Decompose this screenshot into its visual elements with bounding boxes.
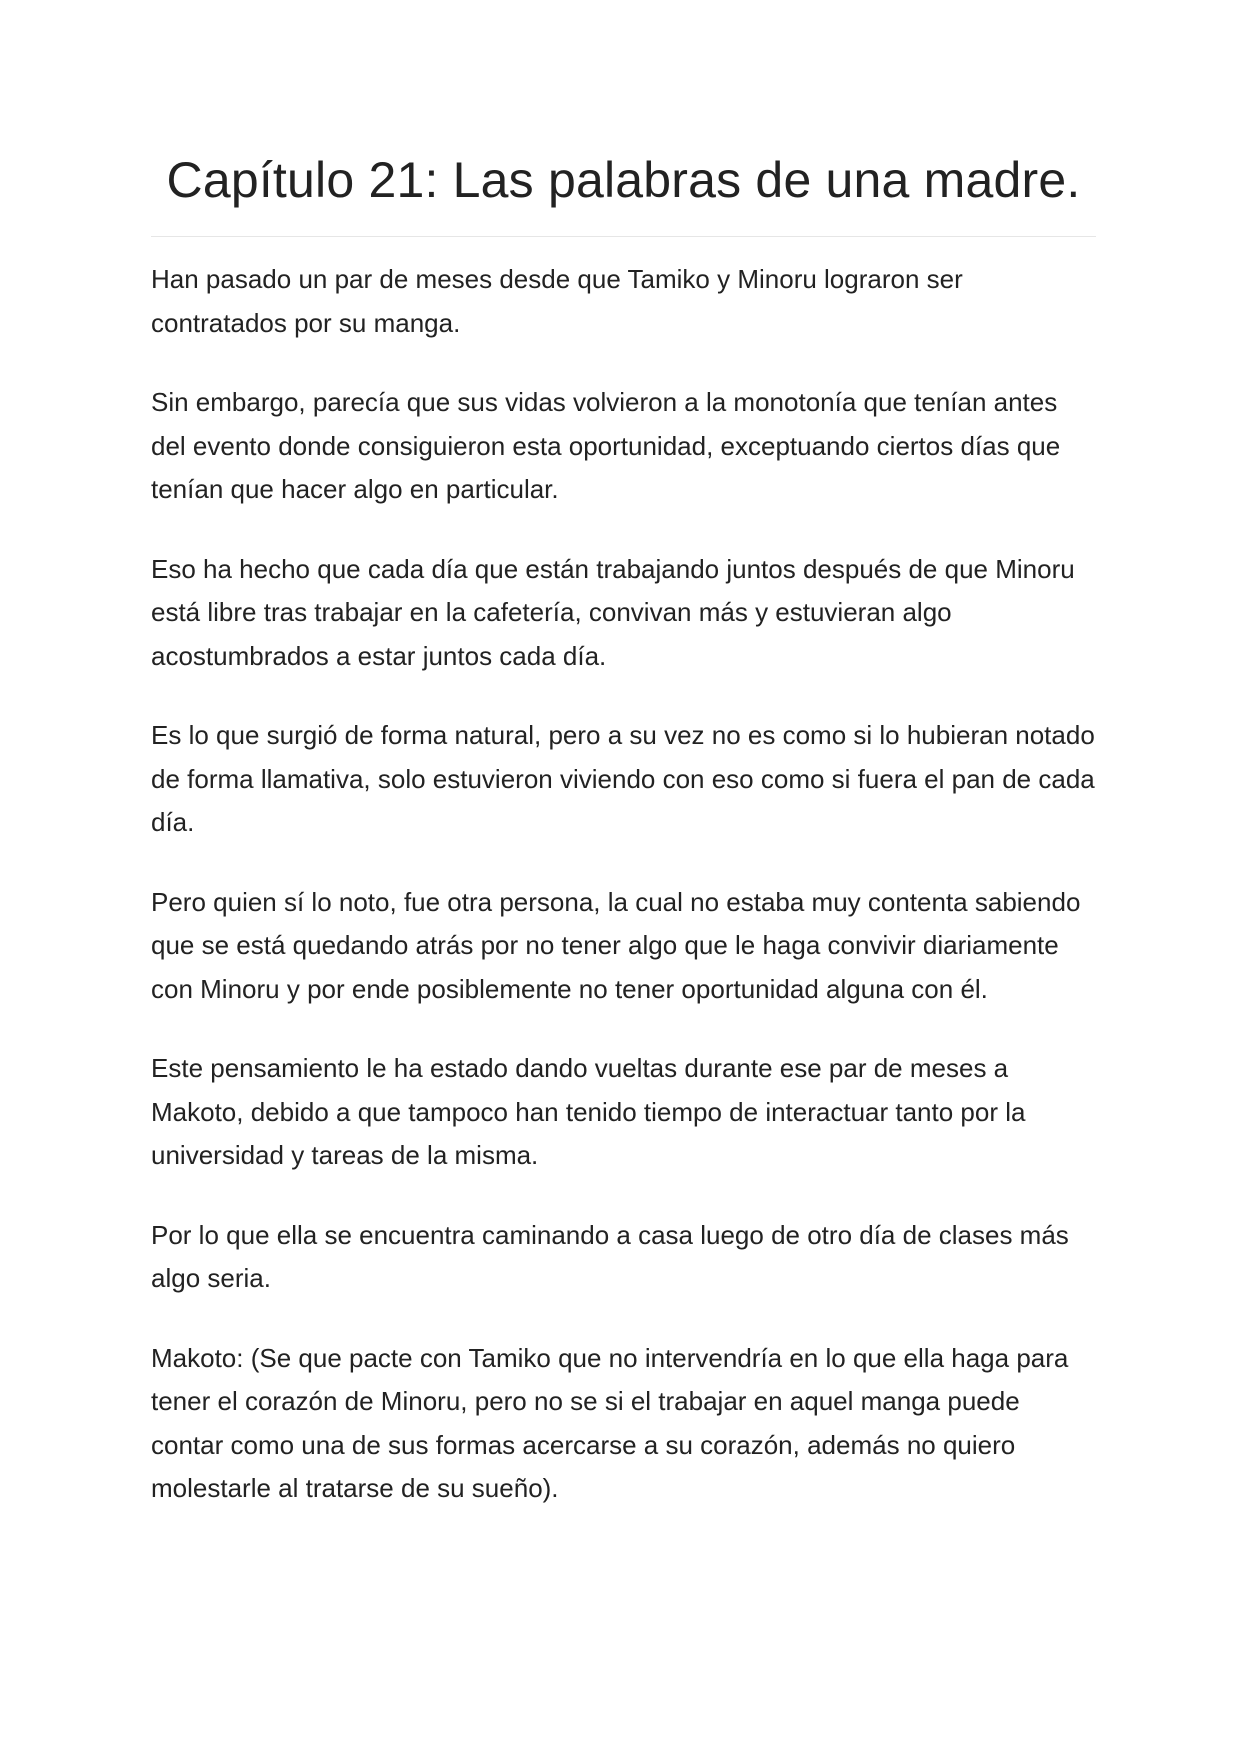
paragraph: Es lo que surgió de forma natural, pero a su vez no es como si lo hubieran notado de forma llamativa, solo estuvieron viviendo con eso como si fuera el pan de cada día. bbox=[151, 720, 1095, 837]
paragraph: Pero quien sí lo noto, fue otra persona, la cual no estaba muy contenta sabiendo que se está quedando atrás por no tener algo que le haga convivir diariamente con Minoru y por ende posiblemente no tener oportunidad alguna con él. bbox=[151, 886, 1081, 1004]
document-page bbox=[151, 0, 1096, 1547]
paragraph: Este pensamiento le ha estado dando vueltas durante ese par de meses a Makoto, debido a que tampoco han tenido tiempo de interactuar tanto por la universidad y tareas de la misma. bbox=[151, 1053, 1026, 1170]
paragraph: Han pasado un par de meses desde que Tamiko y Minoru lograron ser contratados por su manga. bbox=[151, 264, 963, 338]
paragraph: Makoto: (Se que pacte con Tamiko que no intervendría en lo que ella haga para tener el corazón de Minoru, pero no se si el trabajar en aquel manga puede contar como una de sus formas acercarse a su corazón, además no quiero molestarle al tratarse de su sueño). bbox=[151, 1342, 1069, 1503]
chapter-title: Capítulo 21: Las palabras de una madre. bbox=[166, 152, 1081, 208]
paragraph: Sin embargo, parecía que sus vidas volvieron a la monotonía que tenían antes del evento donde consiguieron esta oportunidad, exceptuando ciertos días que tenían que hacer algo en particular. bbox=[151, 387, 1061, 504]
title-divider bbox=[151, 236, 1096, 237]
paragraph: Por lo que ella se encuentra caminando a casa luego de otro día de clases más algo seria. bbox=[151, 1219, 1069, 1293]
chapter-body bbox=[151, 258, 1096, 1511]
paragraph: Eso ha hecho que cada día que están trabajando juntos después de que Minoru está libre tras trabajar en la cafetería, convivan más y estuvieran algo acostumbrados a estar juntos cada día. bbox=[151, 553, 1075, 671]
